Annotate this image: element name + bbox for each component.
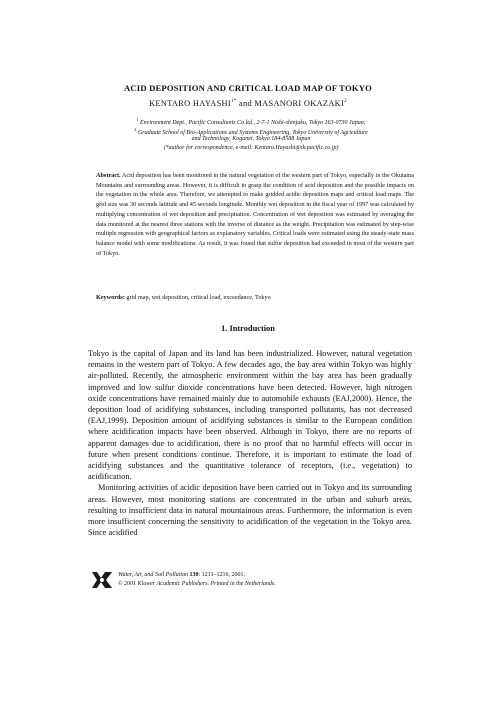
section-heading-introduction: 1. Introduction bbox=[221, 324, 275, 333]
keywords-label: Keywords: bbox=[96, 294, 125, 301]
abstract-text: Acid deposition has been monitored in the natural vegetation of the western part of Tokyo, especially in the Okutama Mountains and surrounding areas. However, it is difficult to grasp the condition of acid deposition and the possible impacts on the vegetation in the whole area. Therefore, we attempted to make gridded acidic deposition maps and critical load maps. The grid size was 30 seconds latitude and 45 seconds longitude. Monthly wet deposition in the fiscal year of 1997 was calculated by multiplying concentration of wet deposition and precipitation. Concentration of wet deposition was estimated by averaging the data monitored at the nearest three stations with the inverse of distance as the weight. Precipitation was estimated by step-wise multiple regression with geographical factors as explanatory variables. Critical loads were estimated using the steady-state mass balance model with some modifications. As result, it was found that sulfur deposition had exceeded in most of the western part of Tokyo. bbox=[96, 172, 414, 257]
affiliation-2-marker: 2 bbox=[134, 126, 137, 132]
affiliation-2-cont: and Technology, Koganei, Tokyo 184-8588 Japan bbox=[191, 135, 311, 142]
author-2-marker: 2 bbox=[344, 99, 347, 105]
author-1: KENTARO HAYASHI bbox=[149, 99, 231, 108]
journal-pages: : 1211–1216, 2001. bbox=[198, 572, 245, 578]
abstract-label: Abstract. bbox=[96, 172, 121, 179]
body-text bbox=[88, 348, 412, 538]
keywords bbox=[96, 294, 414, 301]
keywords-text: grid map, wet deposition, critical load, exceedance, Tokyo bbox=[126, 294, 271, 301]
affiliation-1-text: Environment Dept., Pacific Consultants Co.ltd., 2-7-1 Nishi-shinjuku, Tokyo 163-0730 Japan; bbox=[140, 120, 366, 126]
journal-citation bbox=[118, 571, 418, 580]
journal-footer bbox=[118, 571, 418, 589]
author-2: MASANORI OKAZAKI bbox=[254, 99, 345, 108]
copyright-line: © 2001 Kluwer Academic Publishers. Printed in the Netherlands. bbox=[118, 581, 276, 587]
journal-name: Water, Air, and Soil Pollution bbox=[118, 572, 190, 578]
paragraph-2: Monitoring activities of acidic deposition have been carried out in Tokyo and its surrounding areas. However, most monitoring stations are concentrated in the urban and suburb areas, resulting to insufficient data in natural mountainous areas. Furthermore, the information is even more insufficient concerning the sensitivity to acidification of the vegetation in the Tokyo area. Since acidified bbox=[88, 483, 412, 538]
kluwer-logo-icon bbox=[91, 570, 113, 590]
correspondence-note: (*author for correspondence, e-mail: Kentaro.Hayashi@tk.pacific.co.jp) bbox=[163, 145, 339, 152]
author-line bbox=[0, 99, 496, 108]
author-conjunction: and bbox=[236, 99, 255, 108]
affiliation-2-text: Graduate School of Bio-Applications and Systems Engineering, Tokyo University of Agriculture bbox=[137, 129, 368, 136]
author-1-marker: 1* bbox=[231, 99, 237, 105]
journal-volume: 130 bbox=[189, 572, 199, 578]
paragraph-1: Tokyo is the capital of Japan and its land has been industrialized. However, natural vegetation remains in the western part of Tokyo. A few decades ago, the bay area within Tokyo was highly air-polluted. Recently, the atmospheric environment within the bay area has been gradually improved and low sulfur dioxide concentrations have been detected. However, high nitrogen oxide concentrations have remained mainly due to automobile exhausts (EAJ,2000). Hence, the deposition load of acidifying substances, including transported pollutants, has not decreased (EAJ,1999). Deposition amount of acidifying substances is similar to the European condition where acidification impacts have been observed. Although in Tokyo, there are no reports of apparent damages due to acidification, there is no proof that no harmful effects will occur in future when present conditions continue. Therefore, it is important to estimate the load of acidifying substances and the quantitative tolerance of receptors, (i.e., vegetation) to acidification. bbox=[88, 349, 412, 482]
abstract bbox=[96, 171, 414, 258]
paper-title: ACID DEPOSITION AND CRITICAL LOAD MAP OF TOKYO bbox=[123, 83, 373, 93]
affiliation-1-marker: 1 bbox=[136, 117, 139, 122]
